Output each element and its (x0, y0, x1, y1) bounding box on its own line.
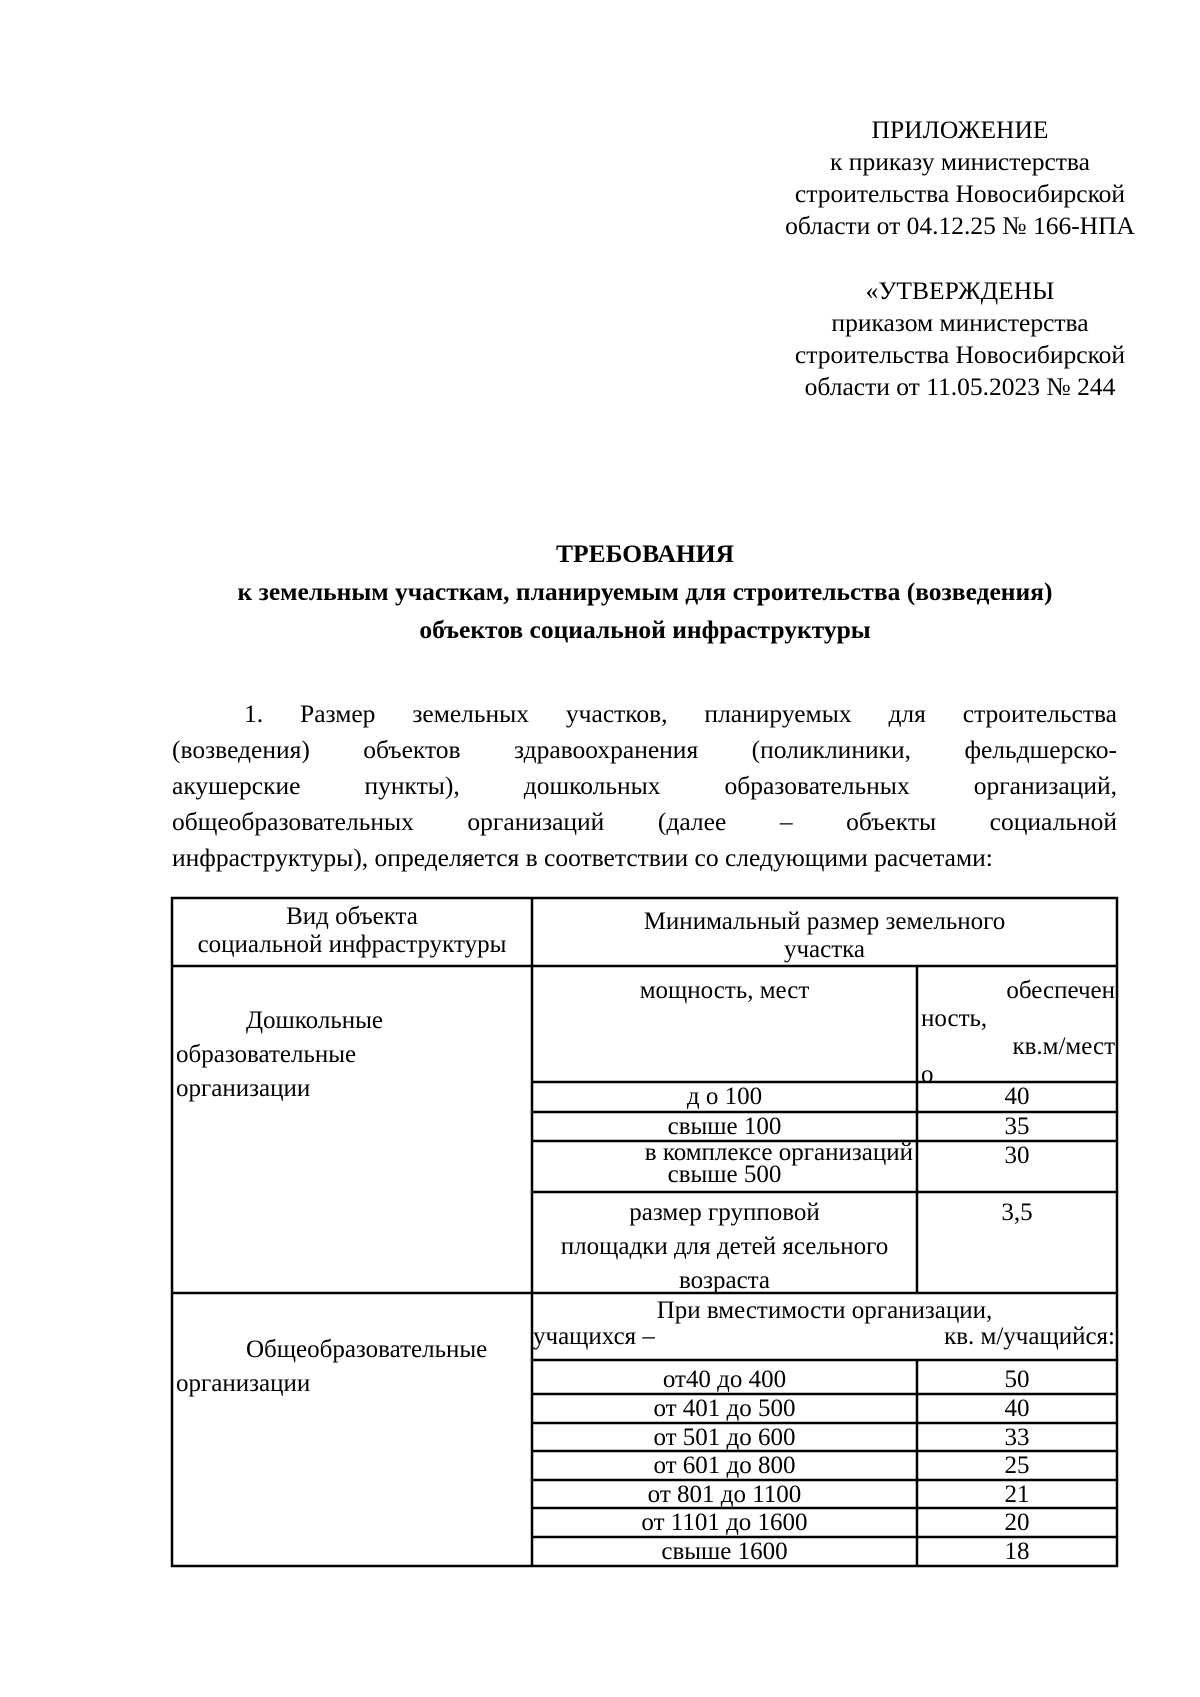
header-text: Минимальный размер земельного (643, 908, 1006, 935)
approval-line: области от 11.05.2023 № 244 (804, 372, 1116, 401)
approval-line: приказом министерства (831, 308, 1089, 337)
title-line: объектов социальной инфраструктуры (419, 615, 871, 644)
capacity-text: размер групповой (629, 1199, 820, 1226)
row-label: образовательные (176, 1041, 357, 1068)
title-line: к земельным участкам, планируемым для строительства (возведения) (237, 577, 1053, 606)
preschool-name (176, 1004, 526, 1106)
row-label: организации (176, 1370, 311, 1397)
table-cell-value: 40 (1004, 1395, 1030, 1422)
paragraph-line: общеобразовательных организаций (далее – объекты социальной (172, 807, 1117, 836)
header-min-size (532, 908, 1117, 964)
table-cell-value: 20 (1004, 1509, 1030, 1536)
table-cell-value: 18 (1004, 1538, 1030, 1565)
table-cell-value: 40 (1004, 1083, 1030, 1110)
table-cell-capacity: от40 до 400 (662, 1366, 787, 1393)
table-cell-value: 50 (1004, 1366, 1030, 1393)
title-line: ТРЕБОВАНИЯ (555, 539, 734, 568)
table-cell-capacity: от 601 до 800 (653, 1452, 796, 1479)
capacity-label: мощность, мест (639, 977, 810, 1004)
table-cell-value: 35 (1004, 1113, 1030, 1140)
paragraph-line: 1. Размер земельных участков, планируемых для строительства (244, 699, 1117, 728)
table-cell-capacity: от 501 до 600 (653, 1424, 796, 1451)
header-text: участка (783, 936, 866, 963)
supply-label-text: обеспечен (1006, 977, 1115, 1004)
appendix-line: области от 04.12.25 № 166-НПА (785, 211, 1135, 240)
supply-label-text: о (921, 1061, 934, 1088)
appendix-line: к приказу министерства (830, 147, 1090, 176)
school-unit-label: кв. м/учащийся: (944, 1323, 1115, 1350)
row-label: организации (176, 1075, 311, 1102)
supply-label-text: кв.м/мест (1012, 1033, 1115, 1060)
paragraph-line: (возведения) объектов здравоохранения (поликлиники, фельдшерско- (172, 735, 1117, 764)
table-cell-capacity (532, 1196, 917, 1298)
table-cell-capacity: от 801 до 1100 (647, 1481, 802, 1508)
paragraph-line: акушерские пункты), дошкольных образовательных организаций, (172, 771, 1117, 800)
header-text: Вид объекта (286, 903, 418, 930)
header-text: социальной инфраструктуры (197, 931, 507, 958)
table-cell-capacity: д о 100 (686, 1083, 763, 1110)
school-name (176, 1333, 530, 1401)
table-cell-capacity: свыше 100 (667, 1113, 782, 1140)
table-cell-capacity: от 1101 до 1600 (641, 1509, 808, 1536)
table-cell-value: 33 (1004, 1424, 1030, 1451)
school-capacity-heading: При вместимости организации, (656, 1297, 993, 1324)
table-cell-value: 30 (1004, 1142, 1030, 1169)
capacity-text: площадки для детей ясельного (560, 1233, 889, 1260)
school-capacity-label: учащихся – (533, 1323, 655, 1350)
paragraph-line: инфраструктуры), определяется в соответствии со следующими расчетами: (172, 843, 993, 872)
table-cell-capacity: от 401 до 500 (653, 1395, 796, 1422)
capacity-text: свыше 500 (667, 1161, 782, 1188)
capacity-text: возраста (678, 1267, 771, 1294)
supply-label (921, 977, 1115, 1089)
approval-line: «УТВЕРЖДЕНЫ (865, 276, 1055, 305)
table-cell-value: 25 (1004, 1452, 1030, 1479)
supply-label-text: ность, (921, 1005, 988, 1032)
appendix-line: ПРИЛОЖЕНИЕ (871, 115, 1049, 144)
table-cell-value: 21 (1004, 1481, 1030, 1508)
table-cell-value: 3,5 (1001, 1199, 1033, 1226)
header-object-type (172, 903, 532, 959)
capacity-text: в комплексе организаций (644, 1139, 913, 1166)
approval-line: строительства Новосибирской (794, 340, 1126, 369)
row-label: Дошкольные (246, 1007, 383, 1034)
table-cell-capacity (532, 1139, 917, 1188)
table-cell-capacity: свыше 1600 (661, 1538, 788, 1565)
appendix-line: строительства Новосибирской (794, 179, 1126, 208)
row-label: Общеобразовательные (246, 1336, 488, 1363)
